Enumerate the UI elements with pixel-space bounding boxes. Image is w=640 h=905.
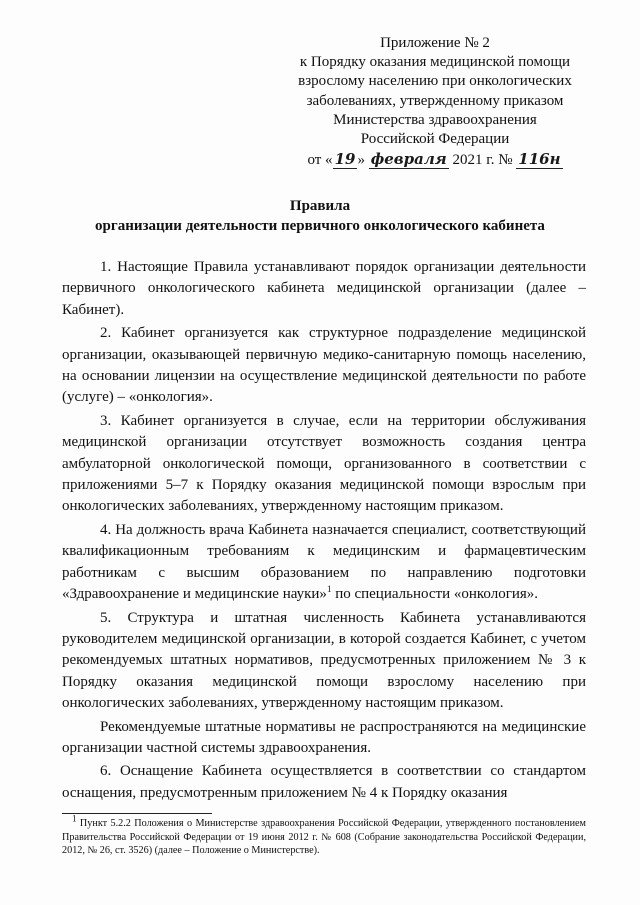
paragraph-2: 2. Кабинет организуется как структурное подразделение медицинской организации, оказывающей первичную медико-санитарную помощь населению, на основании лицензии на осуществление медицинской деятельности по работе (услуге) – «онкология». [62,325,586,406]
handwritten-order-number: 116н [518,150,561,169]
footnote-divider [62,813,212,814]
paragraph-5: 5. Структура и штатная численность Кабинета устанавливаются руководителем медицинской организации, в которой создается Кабинет, с учетом рекомендуемых штатных нормативов, предусмотренных приложением № 3 к Порядку оказания медицинской помощи взрослому населению при онкологических заболеваниях, утвержденному настоящим приказом. [62,609,586,712]
date-mid: » [357,152,369,169]
date-prefix: от « [307,152,333,169]
order-date-line [285,150,585,170]
paragraph-4-text: 4. На должность врача Кабинета назначается специалист, соответствующий квалификационным требованиям к медицинским и фармацевтическим работникам с высшим образованием по направлению подготовки «Здравоохранение и медицинские науки» [62,521,586,603]
paragraph-4-tail: по специальности «онкология». [331,586,539,603]
handwritten-day: 19 [334,150,356,169]
footnote-mark: 1 [72,813,77,824]
paragraph-3: 3. Кабинет организуется в случае, если на территории обслуживания медицинской организации отсутствует возможность создания центра амбулаторной онкологической помощи, организованного в соответствии с приложениями 5–7 к Порядку оказания медицинской помощи взрослым при онкологических заболеваниях, утвержденному настоящим приказом. [62,412,586,515]
handwritten-month: февраля [370,150,447,169]
appendix-header [285,34,585,170]
appendix-line-4: заболеваниях, утвержденному приказом [306,92,564,109]
appendix-line-2: к Порядку оказания медицинской помощи [299,54,571,71]
appendix-line-3: взрослому населению при онкологических [298,73,572,90]
footnote-text: Пункт 5.2.2 Положения о Министерстве здравоохранения Российской Федерации, утвержденного постановлением Правительства Российской Федерации от 19 июня 2012 г. № 608 (Собрание законодательства Российской Федерации, 2012, № 26, ст. 3526) (далее – Положение о Министерстве). [62,818,586,857]
paragraph-4 [62,520,586,606]
footnote-ref: 1 [326,584,332,595]
document-body [62,257,586,804]
appendix-line-1: Приложение № 2 [380,35,490,51]
appendix-line-6: Российской Федерации [360,131,510,148]
document-title: Правила [289,198,351,214]
document-subtitle: организации деятельности первичного онкологического кабинета [95,218,545,234]
footnote [62,813,586,858]
paragraph-6: 6. Оснащение Кабинета осуществляется в соответствии со стандартом оснащения, предусмотренным приложением № 4 к Порядку оказания [62,763,586,801]
appendix-line-5: Министерства здравоохранения [333,111,537,128]
paragraph-1: 1. Настоящие Правила устанавливают порядок организации деятельности первичного онкологического кабинета медицинской организации (далее – Кабинет). [62,259,586,318]
paragraph-5b: Рекомендуемые штатные нормативы не распространяются на медицинские организации частной системы здравоохранения. [62,718,586,756]
date-year: 2021 г. № [448,152,517,169]
